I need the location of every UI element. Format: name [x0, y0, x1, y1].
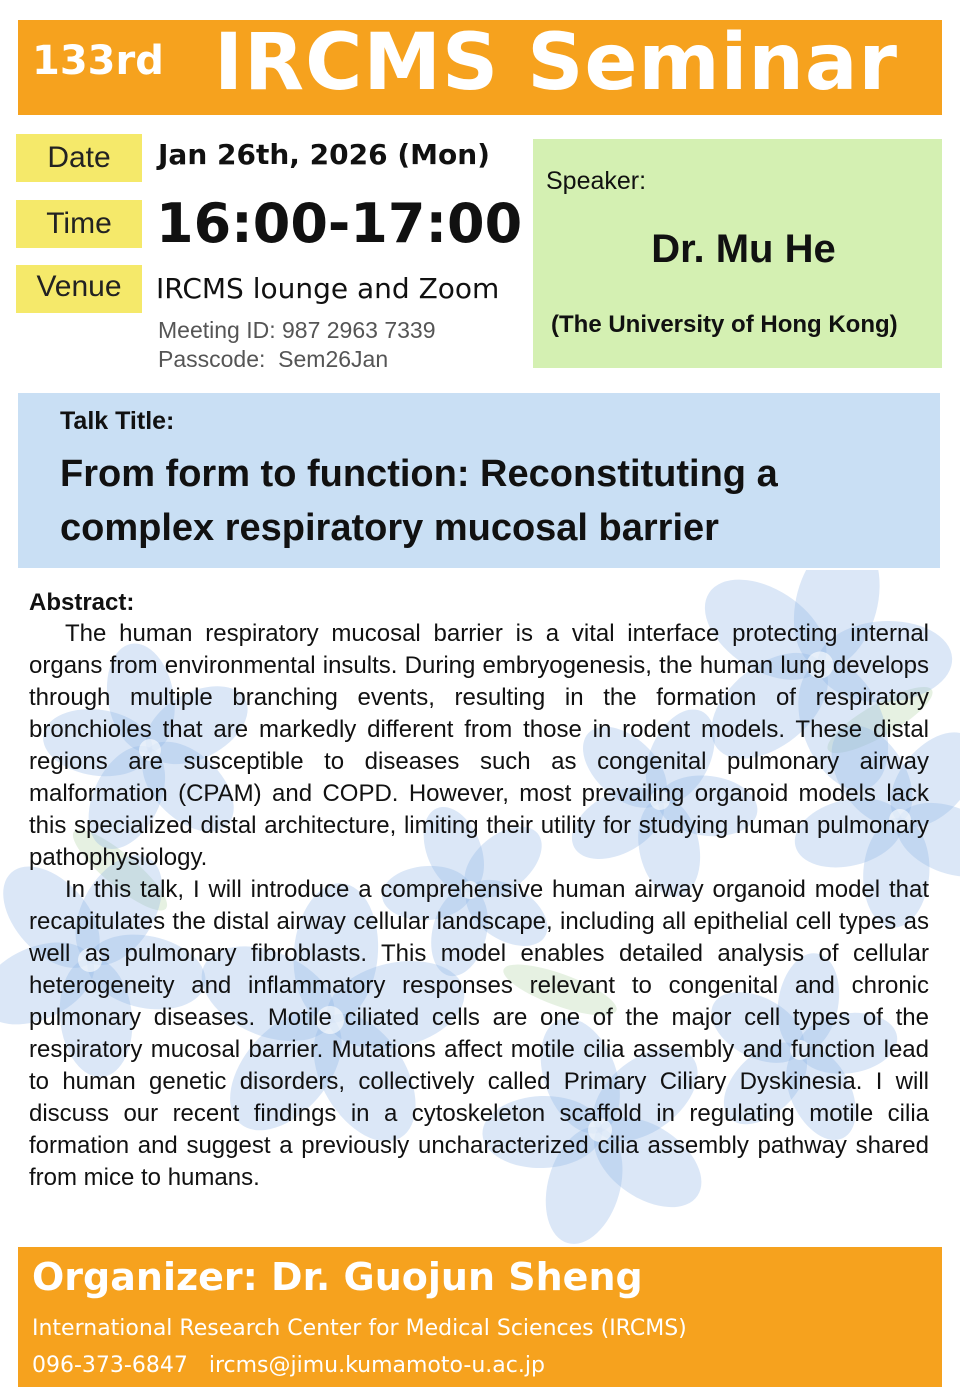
speaker-affiliation: (The University of Hong Kong) [551, 311, 898, 338]
speaker-name: Dr. Mu He [651, 227, 836, 271]
speaker-box [533, 139, 942, 368]
abstract-paragraph: In this talk, I will introduce a comprehensive human airway organoid model that recapitulates the distal airway cellular landscape, including all epithelial cell types as well as pulmonary fibroblasts. This model enables detailed analysis of cellular heterogeneity and inflammatory responses relevant to congenital and chronic pulmonary diseases. Motile ciliated cells are one of the major cell types of the respiratory mucosal barrier. Mutations affect motile cilia assembly and function lead to human genetic disorders, collectively called Primary Ciliary Dyskinesia. I will discuss our recent findings in a cytoskeleton scaffold in regulating motile cilia formation and suggest a previously uncharacterized cilia assembly pathway shared from mice to humans. [29, 876, 929, 1191]
abstract-label: Abstract: [29, 589, 135, 616]
talk-title-label: Talk Title: [60, 407, 175, 435]
seminar-title: IRCMS Seminar [214, 18, 898, 108]
header-banner [18, 20, 942, 115]
footer-banner [18, 1247, 942, 1387]
speaker-label: Speaker: [546, 167, 647, 195]
contact-info: 096-373-6847 ircms@jimu.kumamoto-u.ac.jp [32, 1353, 545, 1378]
venue-label: Venue [16, 265, 142, 313]
time-value: 16:00-17:00 [156, 192, 523, 255]
date-value: Jan 26th, 2026 (Mon) [158, 138, 490, 171]
seminar-number: 133rd [32, 38, 164, 84]
venue-value: IRCMS lounge and Zoom [156, 272, 500, 305]
abstract-paragraph: The human respiratory mucosal barrier is a vital interface protecting internal organs from environmental insults. During embryogenesis, the human lung develops through multiple branching events, resulting in the formation of respiratory bronchioles that are markedly different from those in rodent models. These distal regions are susceptible to diseases such as congenital pulmonary airway malformation (CPAM) and COPD. However, most prevailing organoid models lack this specialized distal architecture, limiting their utility for studying human pulmonary pathophysiology. [29, 620, 929, 871]
date-label: Date [16, 134, 142, 182]
talk-title: From form to function: Reconstituting a complex respiratory mucosal barrier [60, 453, 778, 549]
organizer: Organizer: Dr. Guojun Sheng [32, 1255, 643, 1299]
passcode: Passcode: Sem26Jan [158, 346, 389, 372]
time-label: Time [16, 200, 142, 248]
institute-name: International Research Center for Medical Sciences (IRCMS) [32, 1316, 687, 1341]
meeting-id: Meeting ID: 987 2963 7339 [158, 317, 436, 343]
talk-title-box [18, 393, 940, 568]
